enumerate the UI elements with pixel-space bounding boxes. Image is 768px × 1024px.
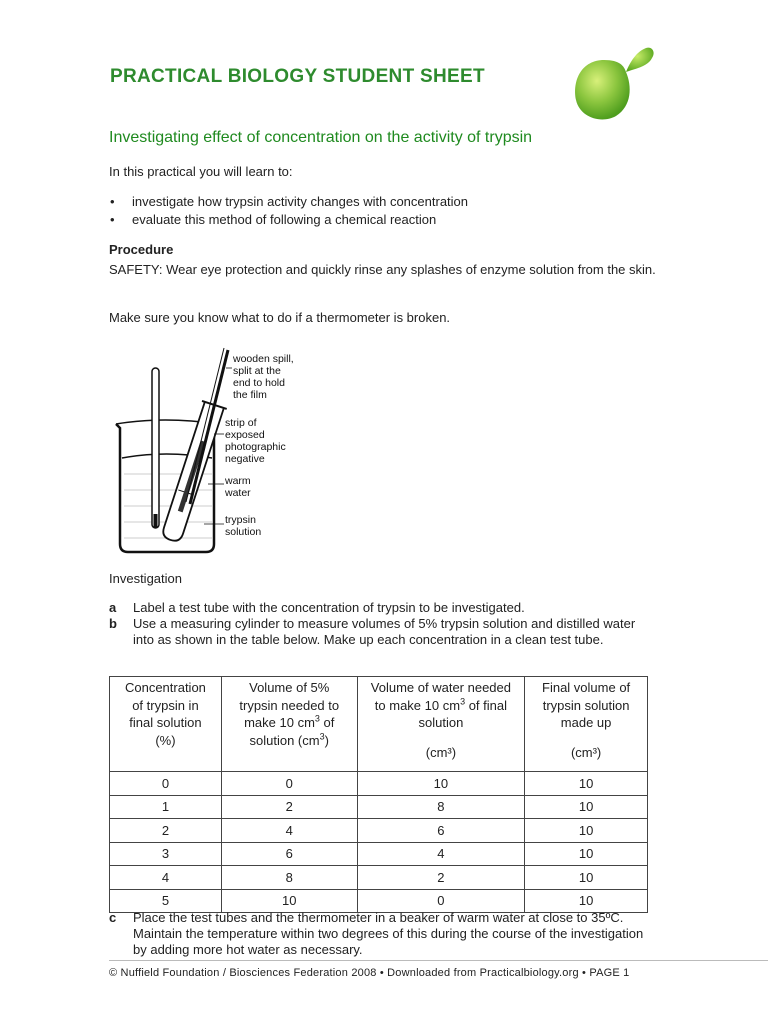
header-trypsin-volume: Volume of 5% trypsin needed to make 10 $cm^3$ of solution $(cm^3)$ xyxy=(221,677,357,772)
table-cell: 10 xyxy=(221,889,357,913)
header-water-volume: Volume of water needed to make 10 $cm^3$ of final solution (cm³) xyxy=(357,677,525,772)
table-cell: 10 xyxy=(525,772,648,796)
footer-divider xyxy=(109,960,768,961)
page-footer: © Nuffield Foundation / Biosciences Federation 2008 • Downloaded from Practicalbiology.org • PAGE 1 xyxy=(109,967,630,979)
table-cell: 10 xyxy=(357,772,525,796)
investigation-label: Investigation xyxy=(109,571,182,586)
step-b xyxy=(109,616,659,648)
table-cell: 10 xyxy=(525,842,648,866)
label-trypsin: trypsin solution xyxy=(225,514,262,538)
step-marker: b xyxy=(109,616,117,631)
thermometer xyxy=(152,368,159,528)
step-a xyxy=(109,600,659,616)
table-cell: 6 xyxy=(357,819,525,843)
table-row xyxy=(110,819,648,843)
table-row xyxy=(110,889,648,913)
table-cell: 10 xyxy=(525,819,648,843)
table-cell: 2 xyxy=(221,795,357,819)
table-cell: 1 xyxy=(110,795,222,819)
table-row xyxy=(110,772,648,796)
table-cell: 4 xyxy=(221,819,357,843)
step-c xyxy=(109,910,659,958)
step-text: Use a measuring cylinder to measure volumes of 5% trypsin solution and distilled water into as shown in the table below. Make up each concentration in a clean test tube. xyxy=(133,616,636,647)
header-final-volume: Final volume of trypsin solution made up (cm³) xyxy=(525,677,648,772)
table-cell: 4 xyxy=(357,842,525,866)
test-tube xyxy=(158,401,227,544)
list-item: • evaluate this method of following a chemical reaction xyxy=(109,211,669,229)
wooden-spill xyxy=(190,350,228,504)
thermometer-note: Make sure you know what to do if a thermometer is broken. xyxy=(109,310,451,325)
safety-note: SAFETY: Wear eye protection and quickly rinse any splashes of enzyme solution from the skin. xyxy=(109,262,656,277)
procedure-heading: Procedure xyxy=(109,242,174,257)
table-row xyxy=(110,842,648,866)
table-cell: 10 xyxy=(525,866,648,890)
apparatus-diagram xyxy=(108,344,308,556)
step-text: Place the test tubes and the thermometer in a beaker of warm water at close to 35ºC. Maintain the temperature within two degrees of this during the course of the investigation by adding more hot water as necessary. xyxy=(133,910,644,957)
table-cell: 3 xyxy=(110,842,222,866)
leaf-logo-icon xyxy=(560,38,660,128)
table-cell: 10 xyxy=(525,795,648,819)
table-cell: 8 xyxy=(221,866,357,890)
table-cell: 8 xyxy=(357,795,525,819)
header-concentration: Concentration of trypsin in final solution (%) xyxy=(110,677,222,772)
list-item: • investigate how trypsin activity changes with concentration xyxy=(109,193,669,211)
table-cell: 10 xyxy=(525,889,648,913)
table-cell: 0 xyxy=(110,772,222,796)
table-cell: 0 xyxy=(357,889,525,913)
dilution-table xyxy=(109,676,648,913)
table-row xyxy=(110,795,648,819)
document-title: Investigating effect of concentration on the activity of trypsin xyxy=(109,129,533,146)
table-cell: 4 xyxy=(110,866,222,890)
sheet-header-title: PRACTICAL BIOLOGY STUDENT SHEET xyxy=(110,66,485,87)
table-header-row xyxy=(110,677,648,772)
label-strip: strip of exposed photographic negative xyxy=(225,417,286,465)
intro-text: In this practical you will learn to: xyxy=(109,164,293,179)
table-cell: 6 xyxy=(221,842,357,866)
step-text: Label a test tube with the concentration of trypsin to be investigated. xyxy=(133,600,525,615)
table-cell: 5 xyxy=(110,889,222,913)
table-cell: 2 xyxy=(110,819,222,843)
investigation-steps xyxy=(109,600,659,648)
learning-objectives-list xyxy=(109,193,669,229)
step-marker: c xyxy=(109,910,117,925)
table-cell: 2 xyxy=(357,866,525,890)
step-marker: a xyxy=(109,600,117,615)
label-water: warm water xyxy=(225,475,251,499)
label-spill: wooden spill, split at the end to hold the film xyxy=(233,353,294,401)
table-cell: 0 xyxy=(221,772,357,796)
table-row xyxy=(110,866,648,890)
